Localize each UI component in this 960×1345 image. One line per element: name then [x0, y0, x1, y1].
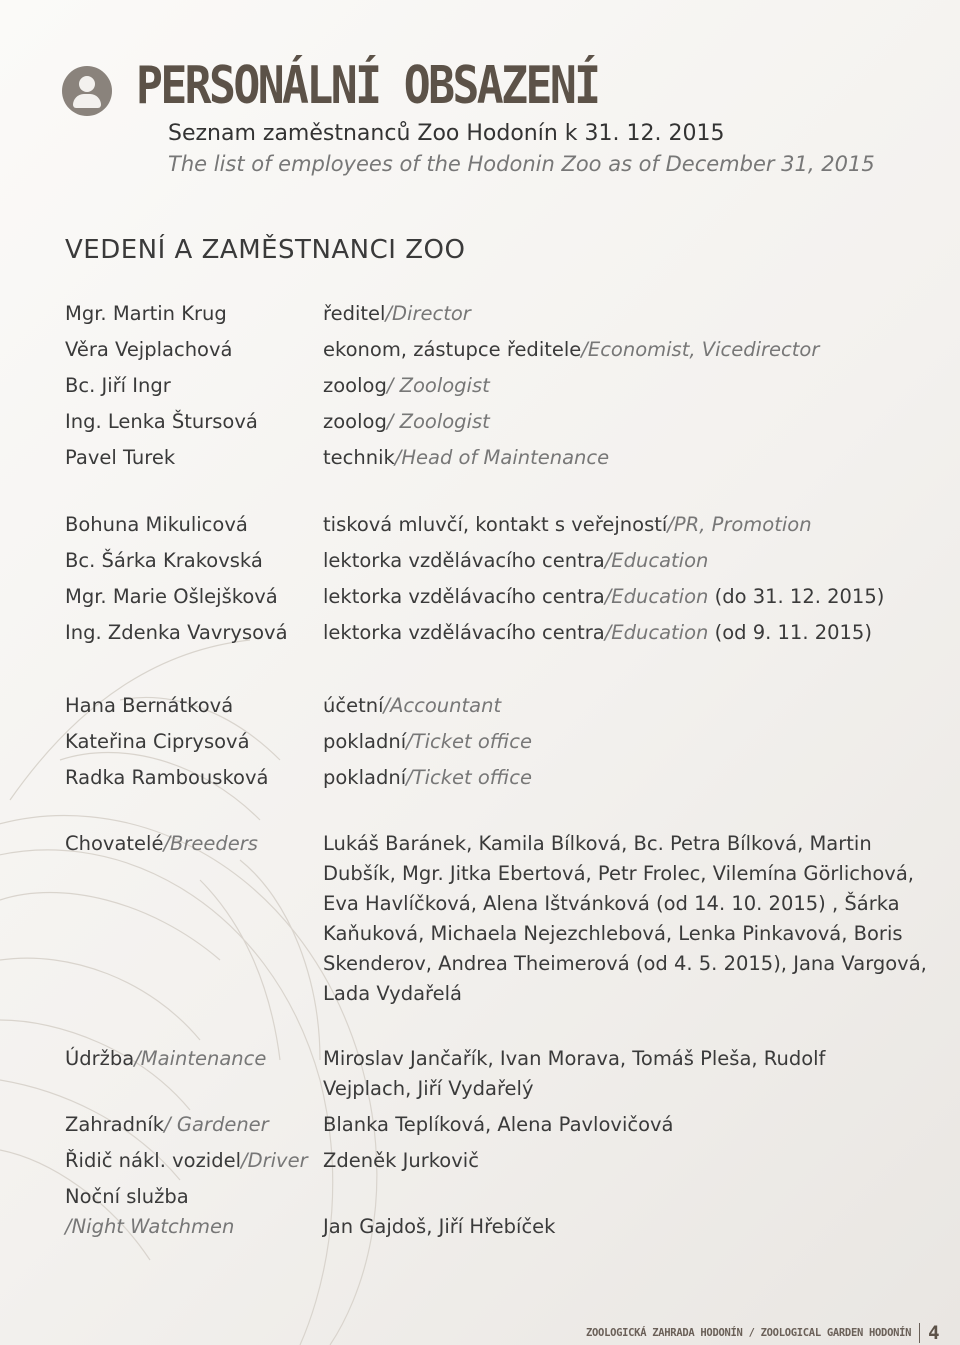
role-cz: zoolog: [323, 410, 387, 433]
role-cz: lektorka vzdělávacího centra: [323, 585, 605, 608]
member-line: Blanka Teplíková, Alena Pavlovičová: [323, 1113, 674, 1136]
staff-name: Bc. Jiří Ingr: [65, 374, 171, 397]
staff-role: [323, 582, 913, 612]
role-en: /Economist, Vicedirector: [581, 338, 820, 361]
staff-role: [323, 618, 913, 648]
staff-name: Pavel Turek: [65, 446, 176, 469]
staff-role: [323, 546, 913, 576]
role-en: /Education: [604, 585, 709, 608]
staff-name: Hana Bernátková: [65, 694, 234, 717]
team-members: [323, 1146, 913, 1176]
role-en: /Education: [604, 621, 709, 644]
staff-name: Mgr. Marie Ošlejšková: [65, 585, 278, 608]
member-line: Vejplach, Jiří Vydařelý: [323, 1077, 534, 1100]
staff-name: Kateřina Ciprysová: [65, 730, 250, 753]
subtitle-en: The list of employees of the Hodonin Zoo as of December 31, 2015: [168, 152, 875, 176]
role-en: /Accountant: [383, 694, 502, 717]
role-en: /Director: [385, 302, 471, 325]
role-en: / Zoologist: [386, 410, 490, 433]
staff-role: [323, 371, 913, 401]
role-cz: zoolog: [323, 374, 387, 397]
role-cz: účetní: [323, 694, 384, 717]
staff-name: Ing. Lenka Štursová: [65, 410, 258, 433]
team-members: [323, 829, 927, 1009]
team-label: Chovatelé/Breeders: [65, 832, 258, 855]
page-number: 4: [928, 1322, 940, 1344]
member-line: Kaňuková, Michaela Nejezchlebová, Lenka Pinkavová, Boris: [323, 922, 903, 945]
role-en: /Ticket office: [406, 766, 533, 789]
role-cz: tisková mluvčí, kontakt s veřejností: [323, 513, 668, 536]
footer-text: ZOOLOGICKÁ ZAHRADA HODONÍN / ZOOLOGICAL GARDEN HODONÍN: [586, 1327, 912, 1339]
section-title: VEDENÍ A ZAMĚSTNANCI ZOO: [65, 235, 466, 265]
role-en: /Education: [604, 549, 709, 572]
team-members: [323, 1212, 913, 1242]
staff-name: Radka Rambousková: [65, 766, 269, 789]
role-cz: lektorka vzdělávacího centra: [323, 549, 605, 572]
team-members: [323, 1110, 913, 1140]
member-line: Skenderov, Andrea Theimerová (od 4. 5. 2015), Jana Vargová,: [323, 952, 927, 975]
role-cz: technik: [323, 446, 395, 469]
member-line: Miroslav Jančařík, Ivan Morava, Tomáš Pleša, Rudolf: [323, 1047, 826, 1070]
member-line: Zdeněk Jurkovič: [323, 1149, 479, 1172]
team-members: [323, 1044, 913, 1104]
role-en: /Head of Maintenance: [394, 446, 610, 469]
team-label: Údržba/Maintenance: [65, 1047, 267, 1070]
role-cz: ředitel: [323, 302, 386, 325]
footer-divider: [919, 1323, 920, 1343]
role-cz: lektorka vzdělávacího centra: [323, 621, 605, 644]
staff-role: [323, 299, 913, 329]
member-line: Lada Vydařelá: [323, 982, 462, 1005]
staff-name: Bc. Šárka Krakovská: [65, 549, 263, 572]
staff-name: Bohuna Mikulicová: [65, 513, 248, 536]
role-en: / Zoologist: [386, 374, 490, 397]
staff-role: [323, 407, 913, 437]
page-title: PERSONÁLNÍ OBSAZENÍ: [136, 56, 599, 116]
role-cz: pokladní: [323, 766, 407, 789]
person-icon: [62, 66, 112, 116]
role-note: (do 31. 12. 2015): [708, 585, 885, 608]
staff-name: Ing. Zdenka Vavrysová: [65, 621, 288, 644]
member-line: Lukáš Baránek, Kamila Bílková, Bc. Petra Bílková, Martin: [323, 832, 872, 855]
role-note: (od 9. 11. 2015): [708, 621, 872, 644]
member-line: Eva Havlíčková, Alena Ištvánková (od 14. 10. 2015) , Šárka: [323, 892, 900, 915]
staff-role: [323, 727, 913, 757]
member-line: Dubšík, Mgr. Jitka Ebertová, Petr Frolec, Vilemína Görlichová,: [323, 862, 914, 885]
subtitle-cz: Seznam zaměstnanců Zoo Hodonín k 31. 12. 2015: [168, 121, 725, 146]
role-en: /Ticket office: [406, 730, 533, 753]
role-en: /PR, Promotion: [667, 513, 812, 536]
staff-role: [323, 510, 913, 540]
staff-name: Věra Vejplachová: [65, 338, 233, 361]
team-label: Zahradník/ Gardener: [65, 1113, 269, 1136]
staff-role: [323, 335, 913, 365]
page-footer: [586, 1322, 940, 1342]
role-cz: ekonom, zástupce ředitele: [323, 338, 582, 361]
staff-role: [323, 691, 913, 721]
role-cz: pokladní: [323, 730, 407, 753]
team-label: Řidič nákl. vozidel/Driver: [65, 1149, 308, 1172]
staff-role: [323, 763, 913, 793]
staff-role: [323, 443, 913, 473]
team-label: Noční služba /Night Watchmen: [65, 1185, 235, 1238]
staff-name: Mgr. Martin Krug: [65, 302, 227, 325]
member-line: Jan Gajdoš, Jiří Hřebíček: [323, 1215, 556, 1238]
